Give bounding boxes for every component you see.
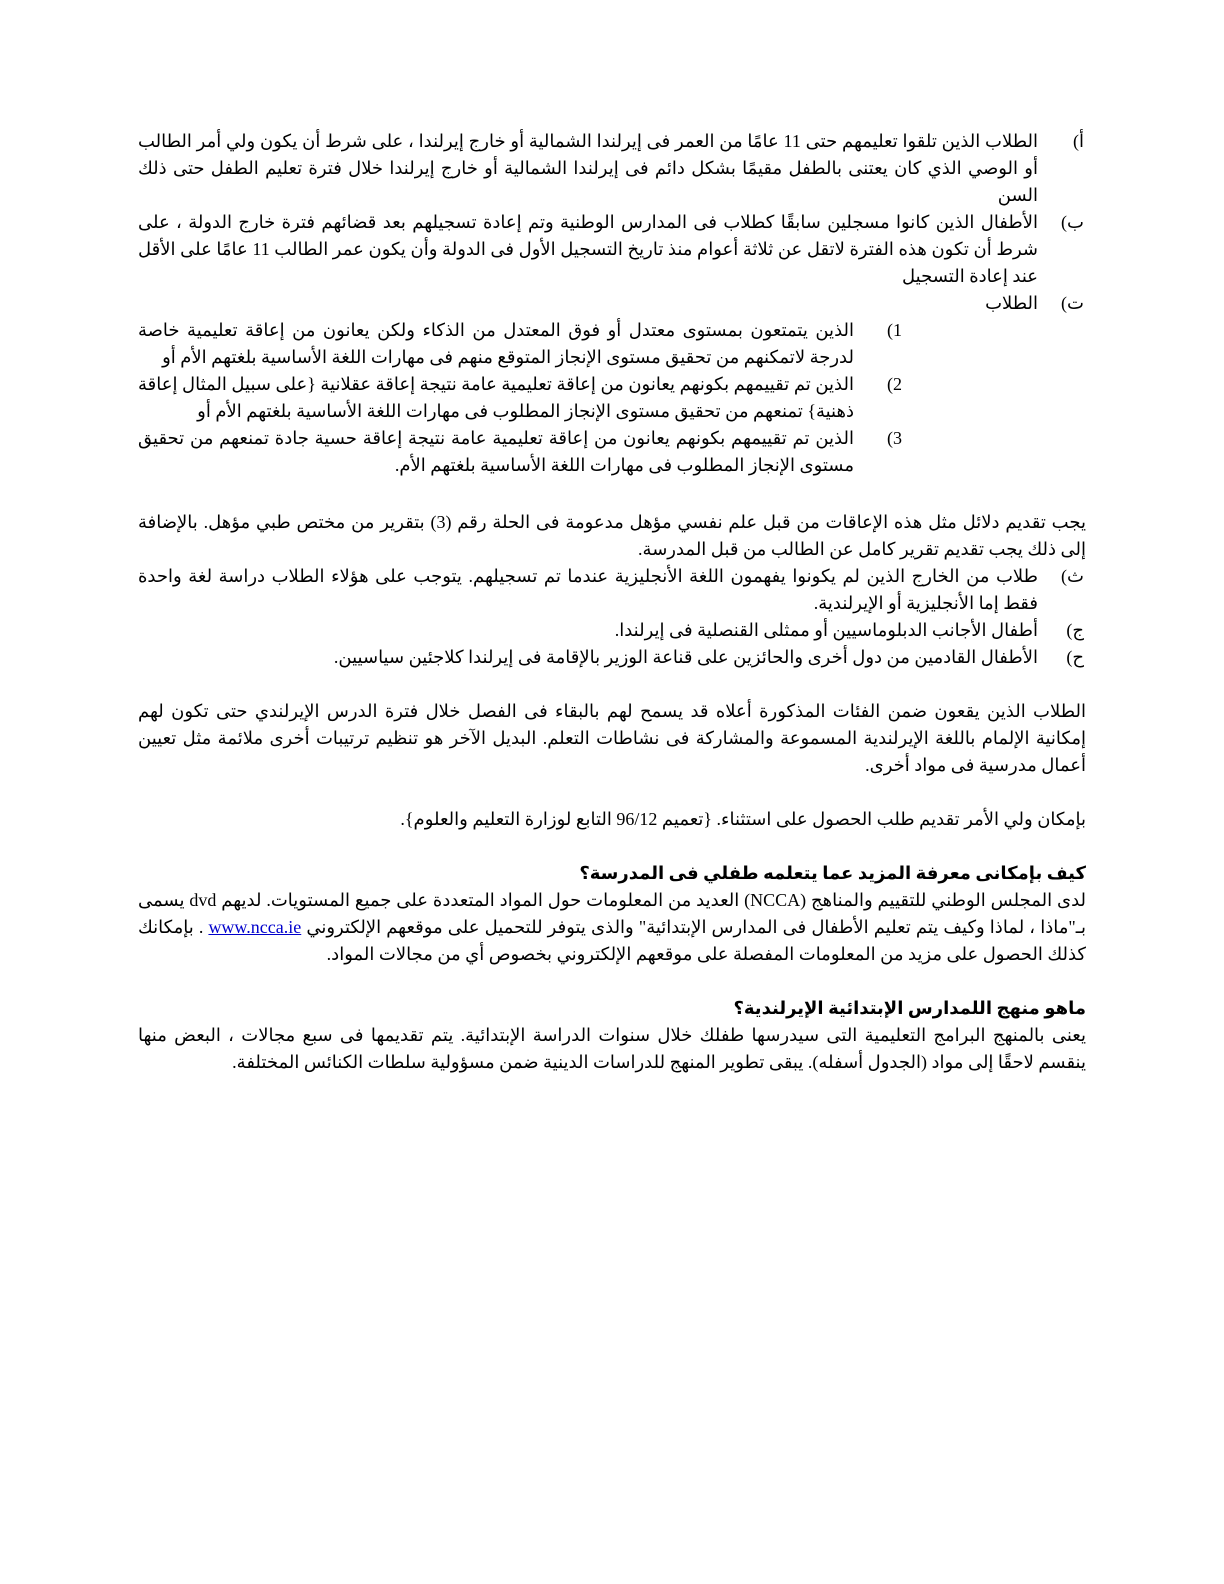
list-item-text: الأطفال القادمين من دول أخرى والحائزين على قناعة الوزير بالإقامة فى إيرلندا كلاجئين سياسيين. bbox=[333, 647, 1038, 667]
sub-list-item-marker: 3) bbox=[887, 428, 902, 448]
paragraph-ncca-before-link: لدى المجلس الوطني للتقييم والمناهج (NCCA) العديد من المعلومات حول المواد المتعددة على جميع المستويات. لديهم dvd يسمى بـ"ماذا ، لماذا وكيف يتم تعليم الأطفال فى المدارس الإبتدائية" والذى يتوفر للتحميل على موقعهم الإلكتروني bbox=[138, 890, 1086, 937]
list-item-marker: ت) bbox=[1061, 293, 1084, 313]
list-item-marker: ث) bbox=[1061, 566, 1084, 586]
list-item-text: الطلاب bbox=[985, 293, 1038, 313]
sub-list-item-1 bbox=[138, 317, 1086, 371]
heading-curriculum: ماهو منهج اللمدارس الإبتدائية الإيرلندية؟ bbox=[733, 998, 1086, 1018]
paragraph-evidence: يجب تقديم دلائل مثل هذه الإعاقات من قبل علم نفسي مؤهل مدعومة فى الحلة رقم (3) بتقرير من مختص طبي مؤهل. بالإضافة إلى ذلك يجب تقديم تقرير كامل عن الطالب من قبل المدرسة. bbox=[138, 512, 1086, 559]
sub-list-item-marker: 2) bbox=[887, 374, 902, 394]
spacer bbox=[138, 779, 1086, 806]
spacer bbox=[138, 833, 1086, 860]
sub-list-item-3 bbox=[138, 425, 1086, 479]
list-item-ba bbox=[138, 209, 1086, 290]
spacer bbox=[138, 671, 1086, 698]
sub-list-item-marker: 1) bbox=[887, 320, 902, 340]
sub-list-item-2 bbox=[138, 371, 1086, 425]
ncca-website-link[interactable]: www.ncca.ie bbox=[208, 917, 302, 937]
sub-list-item-text: الذين يتمتعون بمستوى معتدل أو فوق المعتدل من الذكاء ولكن يعانون من إعاقة تعليمية خاصة لدرجة لاتمكنهم من تحقيق مستوى الإنجاز المتوقع منهم فى مهارات اللغة الأساسية بلغتهم الأم أو bbox=[138, 320, 854, 367]
spacer bbox=[138, 968, 1086, 995]
list-item-tha bbox=[138, 563, 1086, 617]
paragraph-students-stay: الطلاب الذين يقعون ضمن الفئات المذكورة أعلاه قد يسمح لهم بالبقاء فى الفصل خلال فترة الدرس الإيرلندي حتى تكون لهم إمكانية الإلمام باللغة الإيرلندية المسموعة والمشاركة فى نشاطات التعلم. البديل الآخر هو تنظيم ترتيبات أخرى ملائمة مثل تعيين أعمال مدرسية فى مواد أخرى. bbox=[138, 701, 1086, 775]
list-item-ta bbox=[138, 290, 1086, 317]
list-item-text: الطلاب الذين تلقوا تعليمهم حتى 11 عامًا من العمر فى إيرلندا الشمالية أو خارج إيرلندا ، على شرط أن يكون ولي أمر الطالب أو الوصي الذي كان يعتنى بالطفل مقيمًا بشكل دائم فى إيرلندا الشمالية أو خارج إيرلندا خلال فترة تعليم الطفل حتى ذلك السن bbox=[138, 131, 1039, 205]
paragraph-exemption: بإمكان ولي الأمر تقديم طلب الحصول على استثناء. {تعميم 96/12 التابع لوزارة التعليم والعلوم}. bbox=[400, 809, 1086, 829]
list-item-text: طلاب من الخارج الذين لم يكونوا يفهمون اللغة الأنجليزية عندما تم تسجيلهم. يتوجب على هؤلاء الطلاب دراسة لغة واحدة فقط إما الأنجليزية أو الإيرلندية. bbox=[138, 566, 1038, 613]
list-item-marker: ح) bbox=[1066, 647, 1084, 667]
list-item-hha bbox=[138, 644, 1086, 671]
paragraph-ncca bbox=[138, 887, 1086, 968]
list-item-marker: أ) bbox=[1073, 131, 1084, 151]
list-item-alef bbox=[138, 128, 1086, 209]
heading-learn-more: كيف بإمكانى معرفة المزيد عما يتعلمه طفلي فى المدرسة؟ bbox=[579, 863, 1086, 883]
sub-list-item-text: الذين تم تقييمهم بكونهم يعانون من إعاقة تعليمية عامة نتيجة إعاقة عقلانية {على سبيل المثال إعاقة ذهنية} تمنعهم من تحقيق مستوى الإنجاز المطلوب فى مهارات اللغة الأساسية بلغتهم الأم أو bbox=[138, 374, 854, 421]
list-item-marker: ب) bbox=[1061, 212, 1084, 232]
list-item-text: الأطفال الذين كانوا مسجلين سابقًا كطلاب فى المدارس الوطنية وتم إعادة تسجيلهم بعد قضائهم فترة خارج الدولة ، على شرط أن تكون هذه الفترة لاتقل عن ثلاثة أعوام منذ تاريخ التسجيل الأول فى الدولة وأن يكون عمر الطالب 11 عامًا على الأقل عند إعادة التسجيل bbox=[138, 212, 1038, 286]
sub-list-item-text: الذين تم تقييمهم بكونهم يعانون من إعاقة تعليمية عامة نتيجة إعاقة حسية جادة تمنعهم من تحقيق مستوى الإنجاز المطلوب فى مهارات اللغة الأساسية بلغتهم الأم. bbox=[138, 428, 854, 475]
spacer bbox=[138, 479, 1086, 509]
paragraph-ncca-after-link: . بإمكانك كذلك الحصول على مزيد من المعلومات المفصلة على موقعهم الإلكتروني بخصوص أي من مجالات المواد. bbox=[138, 917, 1086, 964]
list-item-text: أطفال الأجانب الدبلوماسيين أو ممثلى القنصلية فى إيرلندا. bbox=[614, 620, 1038, 640]
paragraph-curriculum: يعنى بالمنهج البرامج التعليمية التى سيدرسها طفلك خلال سنوات الدراسة الإبتدائية. يتم تقديمها فى سبع مجالات ، البعض منها ينقسم لاحقًا إلى مواد (الجدول أسفله). يبقى تطوير المنهج للدراسات الدينية ضمن مسؤولية سلطات الكنائس المختلفة. bbox=[138, 1025, 1086, 1072]
list-item-jim bbox=[138, 617, 1086, 644]
list-item-marker: ج) bbox=[1066, 620, 1084, 640]
